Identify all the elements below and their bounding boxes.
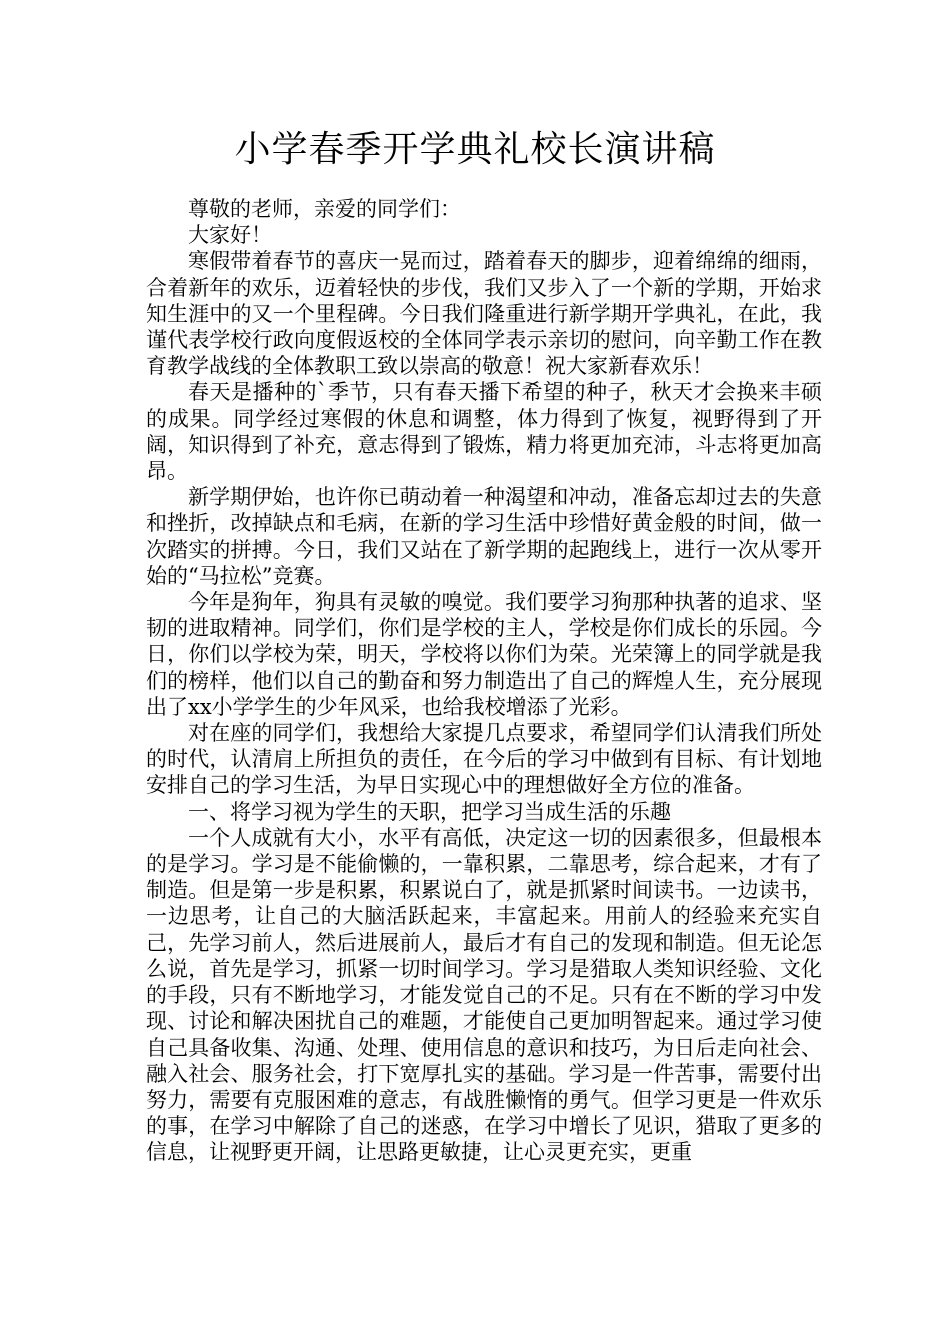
salutation: 尊敬的老师，亲爱的同学们： (188, 197, 461, 221)
paragraph-new-semester: 新学期伊始，也许你已萌动着一种渴望和冲动，准备忘却过去的失意和挫折，改掉缺点和毛病，在新的学习生活中珍惜好黄金般的时间，做一次踏实的拼搏。今日，我们又站在了新学期的起跑线上，进行一次从零开始的“马拉松”竞赛。 (146, 485, 822, 588)
section-heading-one: 一、将学习视为学生的天职，把学习当成生活的乐趣 (188, 799, 671, 824)
document-body (146, 196, 822, 1166)
paragraph-winter-break: 寒假带着春节的喜庆一晃而过，踏着春天的脚步，迎着绵绵的细雨，合着新年的欢乐，迈着轻快的步伐，我们又步入了一个新的学期，开始求知生涯中的又一个里程碑。今日我们隆重进行新学期开学典礼，在此，我谨代表学校行政向度假返校的全体同学表示亲切的慰问，向辛勤工作在教育教学战线的全体教职工致以崇高的敬意！祝大家新春欢乐！ (146, 249, 822, 379)
document-title: 小学春季开学典礼校长演讲稿 (234, 129, 716, 170)
paragraph-year-of-dog: 今年是狗年，狗具有灵敏的嗅觉。我们要学习狗那种执著的追求、坚韧的进取精神。同学们，你们是学校的主人，学校是你们成长的乐园。今日，你们以学校为荣，明天，学校将以你们为荣。光荣簿上的同学就是我们的榜样，他们以自己的勤奋和努力制造出了自己的辉煌人生，充分展现出了xx小学学生的少年风采，也给我校增添了光彩。 (146, 590, 822, 719)
paragraph-requirements: 对在座的同学们，我想给大家提几点要求，希望同学们认清我们所处的时代，认清肩上所担负的责任，在今后的学习中做到有目标、有计划地安排自己的学习生活，为早日实现心中的理想做好全方位的准备。 (146, 721, 822, 798)
paragraph-spring-sowing: 春天是播种的`季节，只有春天播下希望的种子，秋天才会换来丰硕的成果。同学经过寒假的休息和调整，体力得到了恢复，视野得到了开阔，知识得到了补充，意志得到了锻炼，精力将更加充沛，斗志将更加高昂。 (146, 380, 822, 484)
paragraph-learning: 一个人成就有大小，水平有高低，决定这一切的因素很多，但最根本的是学习。学习是不能偷懒的，一靠积累，二靠思考，综合起来，才有了制造。但是第一步是积累，积累说白了，就是抓紧时间读书。一边读书，一边思考，让自己的大脑活跃起来，丰富起来。用前人的经验来充实自己，先学习前人，然后进展前人，最后才有自己的发现和制造。但无论怎么说，首先是学习，抓紧一切时间学习。学习是猎取人类知识经验、文化的手段，只有不断地学习，才能发觉自己的不足。只有在不断的学习中发现、讨论和解决困扰自己的难题，才能使自己更加明智起来。通过学习使自己具备收集、沟通、处理、使用信息的意识和技巧，为日后走向社会、融入社会、服务社会，打下宽厚扎实的基础。学习是一件苦事，需要付出努力，需要有克服困难的意志，有战胜懒惰的勇气。但学习更是一件欢乐的事，在学习中解除了自己的迷惑，在学习中增长了见识，猎取了更多的信息，让视野更开阔，让思路更敏捷，让心灵更充实，更重 (146, 825, 822, 1165)
greeting: 大家好！ (188, 223, 272, 248)
